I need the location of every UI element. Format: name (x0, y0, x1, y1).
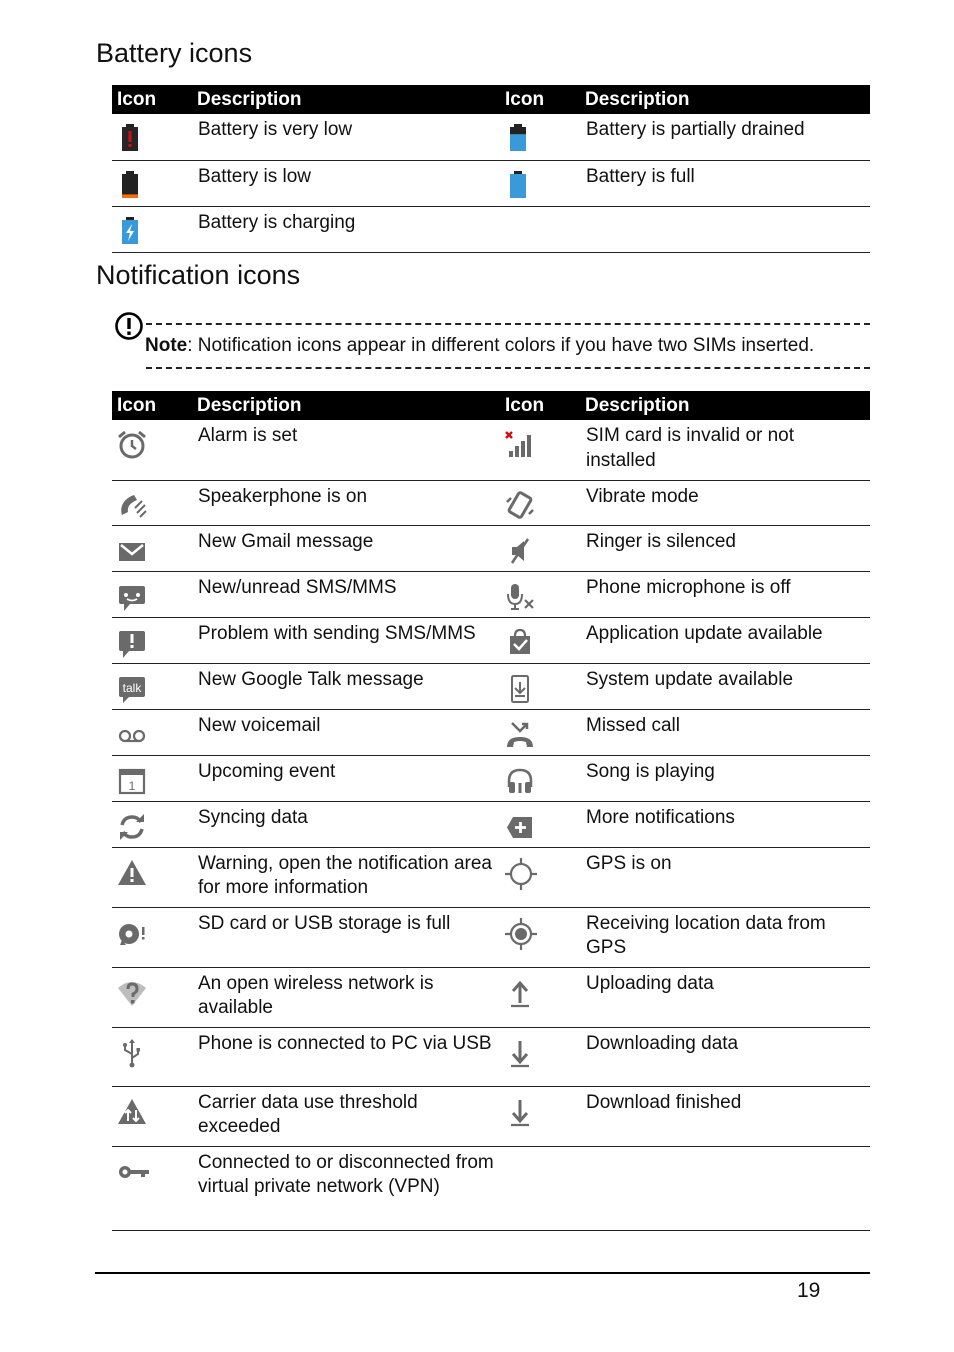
column-header-description: Description (580, 391, 870, 420)
icon-cell (112, 663, 192, 709)
talk-icon (112, 673, 192, 705)
icon-cell (112, 1086, 192, 1146)
table-row (112, 160, 870, 206)
download-finished-icon (500, 1096, 580, 1128)
column-header-icon: Icon (500, 85, 580, 114)
note-box (112, 310, 870, 372)
icon-cell (500, 907, 580, 967)
icon-cell (112, 525, 192, 571)
download-icon (500, 1037, 580, 1069)
sync-icon (112, 811, 192, 843)
svg-text:talk: talk (122, 680, 142, 695)
sd-card-full-icon (112, 917, 192, 949)
icon-cell (500, 525, 580, 571)
icon-cell (500, 480, 580, 525)
caution-icon (114, 311, 144, 346)
description-cell: New voicemail (192, 709, 500, 755)
icon-cell (112, 617, 192, 663)
notification-icons-heading: Notification icons (96, 260, 301, 290)
gps-receiving-icon (500, 917, 580, 951)
description-cell: Alarm is set (192, 420, 500, 480)
table-row (112, 617, 870, 663)
icon-cell (500, 801, 580, 847)
note-divider-bottom (146, 367, 870, 369)
description-cell: Phone microphone is off (580, 571, 870, 617)
description-cell: Battery is full (580, 160, 870, 206)
icon-cell (112, 709, 192, 755)
description-cell: Connected to or disconnected from virtual private network (VPN) (192, 1146, 500, 1230)
battery-icons-table (112, 85, 870, 253)
usb-icon (112, 1037, 192, 1069)
icon-cell (112, 755, 192, 801)
table-row (112, 847, 870, 907)
description-cell: Battery is low (192, 160, 500, 206)
table-row (112, 1086, 870, 1146)
description-cell: System update available (580, 663, 870, 709)
icon-cell (500, 571, 580, 617)
icon-cell (500, 755, 580, 801)
more-notifications-icon (500, 811, 580, 843)
open-wifi-icon (112, 977, 192, 1009)
description-cell: Downloading data (580, 1027, 870, 1086)
description-cell: Download finished (580, 1086, 870, 1146)
description-cell (580, 1146, 870, 1230)
table-row (112, 525, 870, 571)
battery-full-icon (500, 170, 580, 202)
description-cell: New Google Talk message (192, 663, 500, 709)
icon-cell (112, 571, 192, 617)
description-cell: Upcoming event (192, 755, 500, 801)
speakerphone-icon (112, 490, 192, 522)
headphones-icon (500, 765, 580, 797)
mic-off-icon (500, 581, 580, 613)
table-row (112, 967, 870, 1027)
battery-icons-heading: Battery icons (96, 38, 253, 68)
table-header-row (112, 391, 870, 420)
sim-invalid-icon (500, 429, 580, 461)
sms-problem-icon (112, 627, 192, 659)
icon-cell (112, 1027, 192, 1086)
description-cell: Song is playing (580, 755, 870, 801)
description-cell: Speakerphone is on (192, 480, 500, 525)
table-row (112, 114, 870, 160)
description-cell: Warning, open the notification area for more information (192, 847, 500, 907)
calendar-icon (112, 765, 192, 797)
note-label: Note (145, 335, 188, 356)
description-cell: SD card or USB storage is full (192, 907, 500, 967)
column-header-icon: Icon (112, 391, 192, 420)
table-row (112, 206, 870, 252)
description-cell: New Gmail message (192, 525, 500, 571)
column-header-description: Description (580, 85, 870, 114)
table-row (112, 755, 870, 801)
description-cell: SIM card is invalid or not installed (580, 420, 870, 480)
description-cell: Vibrate mode (580, 480, 870, 525)
icon-cell (500, 160, 580, 206)
table-row (112, 663, 870, 709)
note-divider-top (146, 323, 870, 325)
icon-cell (500, 206, 580, 252)
svg-text:1: 1 (128, 778, 136, 793)
vibrate-icon (500, 490, 580, 522)
page-number: 19 (797, 1279, 821, 1302)
icon-cell (112, 967, 192, 1027)
icon-cell (500, 420, 580, 480)
system-update-icon (500, 673, 580, 705)
table-row (112, 801, 870, 847)
app-update-icon (500, 627, 580, 659)
data-threshold-icon (112, 1096, 192, 1128)
description-cell: Syncing data (192, 801, 500, 847)
description-cell: Problem with sending SMS/MMS (192, 617, 500, 663)
icon-cell (112, 206, 192, 252)
upload-icon (500, 977, 580, 1009)
description-cell: New/unread SMS/MMS (192, 571, 500, 617)
icon-cell (500, 709, 580, 755)
table-row (112, 907, 870, 967)
icon-cell (112, 114, 192, 160)
gmail-icon (112, 535, 192, 567)
notification-icons-table (112, 391, 870, 1231)
description-cell: More notifications (580, 801, 870, 847)
note-body: : Notification icons appear in different colors if you have two SIMs inserted. (187, 335, 815, 356)
column-header-description: Description (192, 391, 500, 420)
table-row (112, 709, 870, 755)
icon-cell (112, 1146, 192, 1230)
battery-very-low-icon (112, 123, 192, 155)
missed-call-icon (500, 719, 580, 751)
table-row (112, 571, 870, 617)
description-cell (580, 206, 870, 252)
description-cell: An open wireless network is available (192, 967, 500, 1027)
icon-cell (500, 114, 580, 160)
battery-partially-drained-icon (500, 123, 580, 155)
warning-icon (112, 857, 192, 889)
icon-cell (500, 1086, 580, 1146)
battery-low-icon (112, 170, 192, 202)
icon-cell (112, 480, 192, 525)
table-header-row (112, 85, 870, 114)
icon-cell (500, 617, 580, 663)
icon-cell (112, 847, 192, 907)
column-header-icon: Icon (500, 391, 580, 420)
description-cell: Carrier data use threshold exceeded (192, 1086, 500, 1146)
footer-rule (95, 1272, 870, 1274)
icon-cell (500, 1027, 580, 1086)
table-row (112, 1146, 870, 1230)
icon-cell (500, 847, 580, 907)
voicemail-icon (112, 719, 192, 751)
description-cell: Missed call (580, 709, 870, 755)
description-cell: GPS is on (580, 847, 870, 907)
icon-cell (500, 967, 580, 1027)
description-cell: Phone is connected to PC via USB (192, 1027, 500, 1086)
icon-cell (500, 1146, 580, 1230)
description-cell: Ringer is silenced (580, 525, 870, 571)
vpn-key-icon (112, 1156, 192, 1188)
table-row (112, 1027, 870, 1086)
icon-cell (112, 420, 192, 480)
description-cell: Application update available (580, 617, 870, 663)
battery-charging-icon (112, 216, 192, 248)
description-cell: Battery is charging (192, 206, 500, 252)
description-cell: Battery is partially drained (580, 114, 870, 160)
icon-cell (500, 663, 580, 709)
column-header-icon: Icon (112, 85, 192, 114)
icon-cell (112, 801, 192, 847)
gps-on-icon (500, 857, 580, 891)
description-cell: Battery is very low (192, 114, 500, 160)
description-cell: Uploading data (580, 967, 870, 1027)
description-cell: Receiving location data from GPS (580, 907, 870, 967)
icon-cell (112, 907, 192, 967)
table-row (112, 420, 870, 480)
icon-cell (112, 160, 192, 206)
note-text (145, 335, 814, 357)
sms-icon (112, 581, 192, 613)
column-header-description: Description (192, 85, 500, 114)
ringer-silenced-icon (500, 535, 580, 567)
alarm-icon (112, 429, 192, 461)
table-row (112, 480, 870, 525)
